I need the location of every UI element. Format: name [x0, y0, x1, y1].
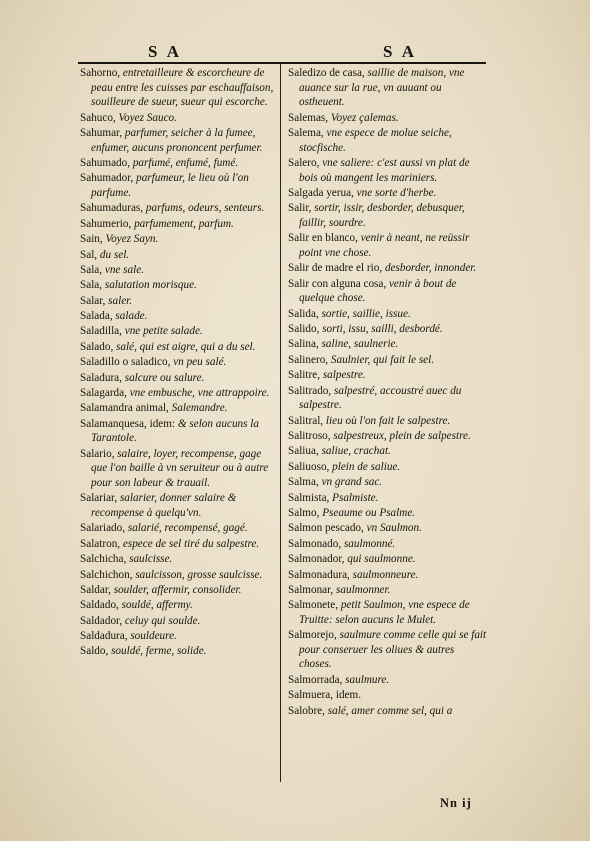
gloss: saler. [108, 294, 133, 307]
headword: Sahumar, [80, 126, 125, 139]
headword: Salida, [288, 307, 322, 320]
dictionary-entry [288, 277, 488, 306]
headword: Salir de madre el rio, [288, 262, 385, 275]
headword: Salir en blanco, [288, 232, 361, 245]
gloss: saulmure. [345, 673, 390, 686]
dictionary-entry [80, 232, 280, 247]
gloss: saulmonner. [336, 583, 391, 596]
dictionary-entry [80, 629, 280, 644]
dictionary-entry [288, 444, 488, 459]
gloss: du sel. [99, 248, 130, 261]
headword: Salagarda, [80, 387, 130, 400]
gloss: sorti, issu, sailli, desbordé. [322, 323, 443, 336]
headword: Salir con alguna cosa, [288, 277, 389, 290]
dictionary-entry [80, 598, 280, 613]
headword: Salitrado, [288, 384, 334, 397]
gloss: souldeure. [130, 630, 177, 643]
gloss: sortie, saillie, issue. [321, 307, 411, 320]
dictionary-entry [288, 126, 488, 155]
headword: Saldador, [80, 614, 125, 627]
headword: Salmorejo, [288, 629, 340, 642]
headword: Salmonadura, [288, 568, 353, 581]
gloss: saulmonné. [343, 537, 396, 550]
headword: Saliuoso, [288, 460, 333, 473]
headword: Salatron, [80, 537, 123, 550]
gloss: saliue, crachat. [321, 445, 391, 458]
headword: Salmorrada, [288, 673, 346, 686]
gloss: vne espece de molue seiche, stocfische. [299, 126, 452, 154]
headword: Salir, [288, 202, 315, 215]
gloss: entretailleure & escorcheure de peau entre les cuisses par eschauffaison, souilleure de sueur, sueur qui escorche. [91, 67, 274, 109]
headword: Sahuco, [80, 111, 119, 124]
headword: Saldo, [80, 645, 112, 658]
headword: Salinero, [288, 353, 331, 366]
dictionary-entry [288, 673, 488, 688]
dictionary-entry [80, 263, 280, 278]
gloss: salé, amer comme sel, qui a [327, 704, 453, 717]
dictionary-entry [288, 688, 488, 703]
headword: Salariado, [80, 522, 128, 535]
dictionary-entry [288, 231, 488, 260]
headword: Salitre, [288, 369, 323, 382]
dictionary-entry [288, 186, 488, 201]
dictionary-entry [80, 171, 280, 200]
headword: Saldadura, [80, 630, 131, 643]
gloss: venir à bout de quelque chose. [299, 277, 457, 305]
headword: Salmonador, [288, 553, 348, 566]
dictionary-entry [80, 217, 280, 232]
dictionary-entry [80, 521, 280, 536]
left-column [80, 66, 280, 660]
dictionary-entry [80, 111, 280, 126]
gloss: vne sorte d'herbe. [356, 186, 437, 199]
dictionary-entry [80, 309, 280, 324]
gloss: plein de saliue. [332, 460, 401, 473]
running-head-left: S A [148, 42, 183, 61]
headword: Sahumador, [80, 172, 137, 185]
dictionary-entry [288, 628, 488, 672]
headword: Sala, [80, 279, 105, 292]
headword: Sain, [80, 233, 106, 246]
column-divider [280, 64, 281, 782]
headword: Salchicha, [80, 553, 130, 566]
headword: Salmon pescado, [288, 522, 367, 535]
gloss: desborder, innonder. [384, 262, 477, 275]
headword: Sahorno, [80, 67, 123, 79]
dictionary-entry [288, 307, 488, 322]
dictionary-entry [80, 340, 280, 355]
gloss: saline, saulnerie. [321, 338, 399, 351]
dictionary-entry [288, 156, 488, 185]
headword: Saldar, [80, 583, 114, 596]
headword: Saldado, [80, 599, 122, 612]
gloss: Salemandre. [171, 402, 228, 415]
gloss: Voyez çalemas. [330, 111, 399, 124]
dictionary-entry [288, 414, 488, 429]
dictionary-entry [80, 156, 280, 171]
headword: Salemas, [288, 111, 331, 124]
dictionary-entry [288, 537, 488, 552]
headword: Saladura, [80, 371, 125, 384]
headword: Sahumado, [80, 156, 133, 169]
gloss: salade. [115, 310, 148, 323]
gloss: soulder, affermir, consolider. [113, 583, 242, 596]
running-head [0, 42, 590, 62]
headword: Saladilla, [80, 325, 125, 338]
headword: Salmuera, idem. [288, 689, 362, 702]
headword: Salar, [80, 294, 109, 307]
headword: Salmonar, [288, 583, 337, 596]
gloss: vn Saulmon. [366, 522, 422, 535]
dictionary-entry [80, 417, 280, 446]
dictionary-entry [80, 552, 280, 567]
gloss: saillie de maison, vne auance sur la rue, vn auuant ou ostheuent. [299, 67, 465, 109]
signature-mark: Nn ij [440, 796, 472, 810]
gloss: parfums, odeurs, senteurs. [145, 202, 265, 215]
headword: Salobre, [288, 704, 328, 717]
dictionary-entry [288, 66, 488, 110]
gloss: Psalmiste. [332, 491, 379, 504]
dictionary-entry [80, 614, 280, 629]
gloss: parfumé, enfumé, fumé. [132, 156, 239, 169]
headword: Salma, [288, 476, 322, 489]
gloss: saulmure comme celle qui se fait pour conseruer les oliues & autres choses. [299, 629, 487, 671]
dictionary-entry [288, 111, 488, 126]
dictionary-entry [288, 322, 488, 337]
gloss: venir à neant, ne reüssir point vne chose. [299, 232, 470, 259]
headword: Saladillo o saladico, [80, 356, 174, 369]
gloss: sortir, issir, desborder, debusquer, faillir, sourdre. [299, 202, 465, 229]
gloss: Voyez Sauco. [118, 111, 177, 124]
dictionary-entry [288, 384, 488, 413]
dictionary-entry [288, 460, 488, 475]
dictionary-entry [80, 371, 280, 386]
gloss: salcure ou salure. [124, 371, 205, 384]
headword: Sahumerio, [80, 217, 135, 230]
gloss: salutation morisque. [104, 279, 197, 292]
dictionary-entry [80, 66, 280, 110]
gloss: saulmonneure. [352, 568, 419, 581]
dictionary-entry [80, 248, 280, 263]
dictionary-entry [80, 447, 280, 491]
dictionary-entry [80, 126, 280, 155]
headword: Salado, [80, 340, 117, 353]
dictionary-entry [288, 337, 488, 352]
dictionary-entry [80, 644, 280, 659]
headword: Salada, [80, 310, 116, 323]
dictionary-entry [288, 704, 488, 719]
running-head-right: S A [383, 42, 418, 61]
headword: Salina, [288, 338, 322, 351]
gloss: qui saulmonne. [347, 553, 416, 566]
gloss: lieu où l'on fait le salpestre. [325, 414, 451, 427]
dictionary-entry [80, 355, 280, 370]
dictionary-entry [288, 598, 488, 627]
dictionary-entry [80, 568, 280, 583]
gloss: vne embusche, vne attrappoire. [129, 387, 270, 400]
headword: Salmista, [288, 491, 333, 504]
headword: Salido, [288, 323, 323, 336]
gloss: salé, qui est aigre, qui a du sel. [116, 340, 256, 353]
dictionary-entry [288, 506, 488, 521]
dictionary-entry [80, 294, 280, 309]
gloss: vne petite salade. [124, 325, 203, 338]
dictionary-entry [288, 201, 488, 230]
dictionary-entry [80, 401, 280, 416]
dictionary-entry [288, 521, 488, 536]
dictionary-entry [80, 201, 280, 216]
gloss: parfumer, seicher à la fumee, enfumer, aucuns prononcent perfumer. [91, 126, 263, 154]
gloss: espece de sel tiré du salpestre. [122, 537, 260, 550]
gloss: vne sale. [104, 263, 144, 276]
dictionary-entry [80, 278, 280, 293]
headword: Salitroso, [288, 430, 334, 442]
headword: Salariar, [80, 492, 120, 505]
gloss: souldé, affermy. [121, 599, 193, 612]
dictionary-entry [80, 386, 280, 401]
gloss: Voyez Sayn. [105, 233, 159, 246]
headword: Salmo, [288, 506, 323, 519]
dictionary-entry [288, 368, 488, 383]
gloss: vn grand sac. [321, 476, 383, 489]
dictionary-entry [288, 583, 488, 598]
gloss: salpestré, accoustré auec du salpestre. [299, 384, 462, 412]
headword: Salario, [80, 447, 118, 460]
headword: Salmonete, [288, 599, 341, 612]
gloss: salpestreux, plein de salpestre. [333, 430, 471, 442]
gloss: Pseaume ou Psalme. [322, 506, 416, 519]
gloss: vne saliere: c'est aussi vn plat de bois où mangent les mariniers. [299, 156, 470, 184]
dictionary-entry [80, 583, 280, 598]
gloss: vn peu salé. [173, 356, 227, 369]
headword: Saliua, [288, 445, 322, 458]
dictionary-entry [288, 261, 488, 276]
dictionary-entry [288, 491, 488, 506]
headword: Salema, [288, 126, 327, 139]
dictionary-entry [288, 475, 488, 490]
right-column [288, 66, 488, 719]
gloss: celuy qui soulde. [124, 614, 201, 627]
headword: Salmonado, [288, 537, 344, 550]
gloss: salarier, donner salaire & recompense à quelqu'vn. [91, 492, 237, 519]
dictionary-entry [288, 552, 488, 567]
headword: Sal, [80, 248, 100, 261]
headword: Salchichon, [80, 568, 136, 581]
headword: Salgada yerua, [288, 186, 357, 199]
gloss: saulcisson, grosse saulcisse. [135, 568, 263, 581]
headword: Sala, [80, 263, 105, 276]
dictionary-entry [288, 353, 488, 368]
headword: Salero, [288, 156, 323, 169]
dictionary-entry [80, 491, 280, 520]
gloss: petit Saulmon, vne espece de Truitte: selon aucuns le Mulet. [299, 599, 470, 626]
dictionary-entry [80, 537, 280, 552]
headword: Sahumaduras, [80, 202, 146, 215]
gloss: souldé, ferme, solide. [111, 645, 207, 658]
dictionary-entry [288, 429, 488, 444]
gloss: & selon aucuns la Tarantole. [91, 417, 259, 445]
headword: Saledizo de casa, [288, 67, 368, 79]
headword: Salamandra animal, [80, 402, 172, 415]
headword: Salamanquesa, idem: [80, 417, 178, 430]
headword: Salitral, [288, 414, 326, 427]
gloss: salpestre. [322, 369, 366, 382]
gloss: salaire, loyer, recompense, gage que l'on baille à vn seruiteur ou à autre pour son labeur & trauail. [91, 447, 269, 489]
gloss: salarié, recompensé, gagé. [127, 522, 248, 535]
gloss: Saulnier, qui fait le sel. [330, 353, 435, 366]
header-rule [78, 62, 486, 64]
gloss: parfumeur, le lieu où l'on parfume. [91, 172, 249, 199]
gloss: parfumement, parfum. [134, 217, 234, 230]
dictionary-entry [80, 324, 280, 339]
gloss: saulcisse. [129, 553, 173, 566]
dictionary-entry [288, 568, 488, 583]
